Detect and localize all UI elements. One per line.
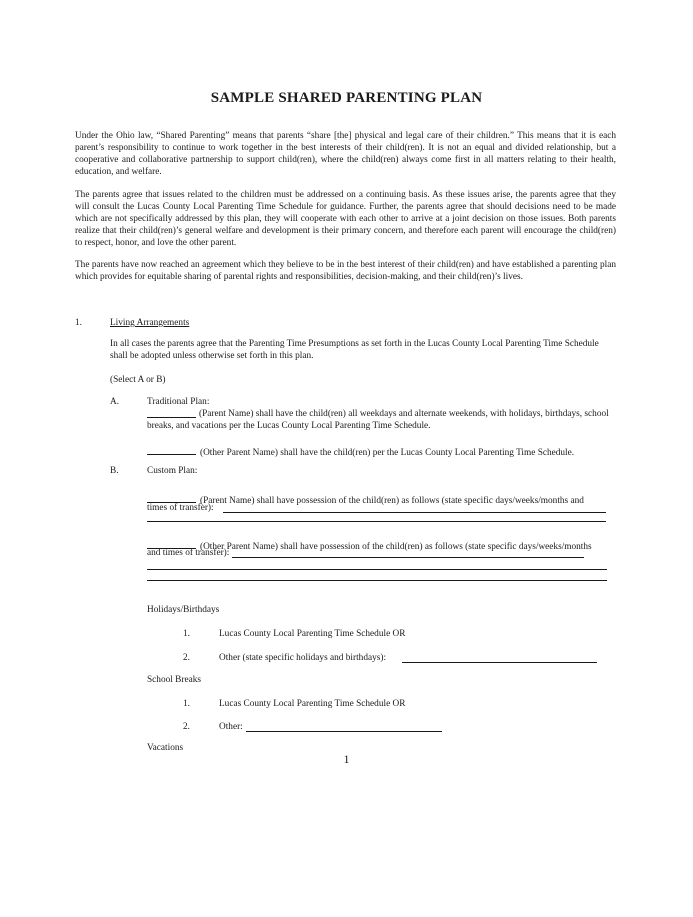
custom-plan-answer-line-2[interactable] — [147, 521, 606, 522]
school-breaks-item-2-number: 2. — [183, 722, 190, 732]
holidays-other-answer-line[interactable] — [402, 662, 597, 663]
school-breaks-item-1-number: 1. — [183, 699, 190, 709]
custom-plan-answer-line-1[interactable] — [223, 512, 606, 513]
intro-paragraph-3: The parents have now reached an agreement which they believe to be in the best interest of their child(ren) and have established a parenting plan which provides for equitable sharing of parental rights and responsibilities, decision-making, and their child(ren)’s lives. — [75, 260, 616, 283]
custom-plan-answer-line-3[interactable] — [232, 557, 584, 558]
school-breaks-item-2: Other: — [219, 722, 243, 732]
section-number: 1. — [75, 318, 82, 328]
option-b-line-2a-text: (Other Parent Name) shall have possession of the child(ren) as follows (state specific days/weeks/months — [200, 542, 592, 552]
vacations-heading: Vacations — [147, 743, 184, 753]
section-heading: Living Arrangements — [110, 318, 190, 328]
holidays-item-1-number: 1. — [183, 629, 190, 639]
parent-name-blank-a1[interactable] — [147, 408, 196, 418]
document-title: SAMPLE SHARED PARENTING PLAN — [210, 90, 483, 106]
school-breaks-other-answer-line[interactable] — [246, 731, 442, 732]
page-number: 1 — [343, 752, 350, 766]
school-breaks-heading: School Breaks — [147, 675, 201, 685]
option-a-line-2-text: (Other Parent Name) shall have the child(ren) per the Lucas County Local Parenting Time Schedule. — [200, 448, 575, 458]
select-note: (Select A or B) — [110, 375, 166, 385]
option-a-line-1-text: (Parent Name) shall have the child(ren) all weekdays and alternate weekends, with holidays, birthdays, school breaks, and vacations per the Lucas County Local Parenting Time Schedule. — [147, 409, 609, 432]
custom-plan-answer-line-4[interactable] — [147, 569, 607, 570]
holidays-heading: Holidays/Birthdays — [147, 605, 220, 615]
option-b-letter: B. — [110, 466, 119, 476]
holidays-item-1: Lucas County Local Parenting Time Schedule OR — [219, 629, 406, 639]
custom-plan-answer-line-5[interactable] — [147, 580, 607, 581]
option-a-line-2 — [147, 442, 615, 460]
option-b-line-2b-text: and times of transfer): — [147, 548, 230, 558]
option-a-label: Traditional Plan: — [147, 397, 210, 407]
section-intro: In all cases the parents agree that the Parenting Time Presumptions as set forth in the Lucas County Local Parenting Time Schedule shall be adopted unless otherwise set forth in this plan. — [110, 339, 599, 362]
school-breaks-item-1: Lucas County Local Parenting Time Schedule OR — [219, 699, 406, 709]
parent-name-blank-a2[interactable] — [147, 445, 196, 455]
holidays-item-2: Other (state specific holidays and birthdays): — [219, 653, 387, 663]
option-a-line-1 — [147, 408, 615, 432]
option-a-letter: A. — [110, 397, 120, 407]
holidays-item-2-number: 2. — [183, 653, 190, 663]
intro-paragraph-1: Under the Ohio law, “Shared Parenting” means that parents “share [the] physical and legal care of their children.” This means that it is each parent’s responsibility to continue to work together in the best interests of their child(ren). It is not an equal and divided relationship, but a cooperative and collaborative partnership to support child(ren), where the child(ren) always come first in all matters relating to their health, education, and welfare. — [75, 131, 616, 178]
option-b-line-1a-text: (Parent Name) shall have possession of the child(ren) as follows (state specific days/weeks/months and — [200, 496, 584, 506]
intro-paragraph-2: The parents agree that issues related to the children must be addressed on a continuing basis. As these issues arise, the parents agree that they will consult the Lucas County Local Parenting Time Schedule for guidance. Further, the parents agree that should decisions need to be made which are not specifically addressed by this plan, they will cooperate with each other to arrive at a joint decision on those issues. Both parents realize that their child(ren)’s general welfare and development is their primary concern, and therefore each parent will encourage the child(ren) to respect, honor, and love the other parent. — [75, 190, 616, 249]
option-b-label: Custom Plan: — [147, 466, 198, 476]
option-b-line-1b-text: times of transfer): — [147, 503, 214, 513]
